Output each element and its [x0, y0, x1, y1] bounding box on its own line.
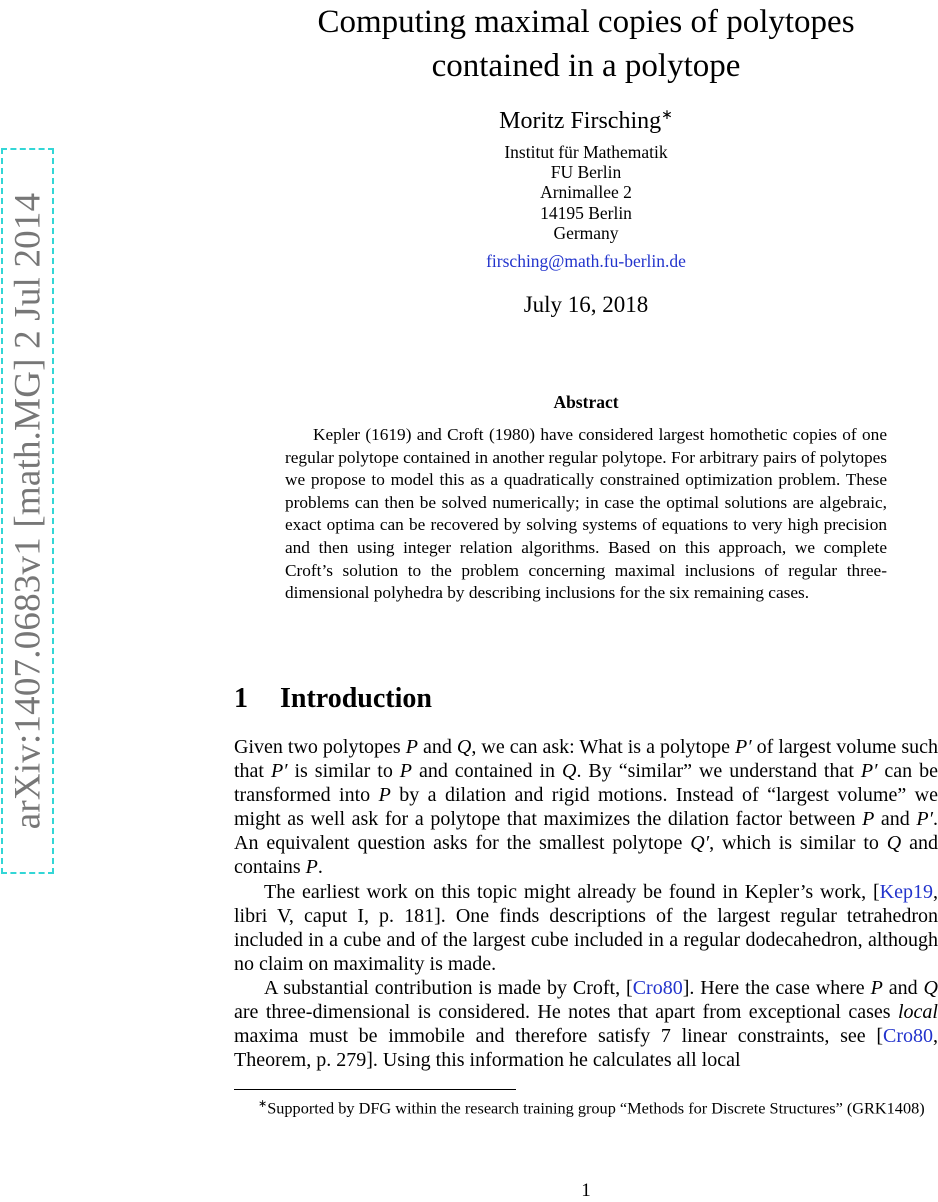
title-line-1: Computing maximal copies of polytopes	[317, 4, 855, 40]
affiliation-line: Institut für Mathematik	[504, 142, 668, 162]
author	[420, 107, 752, 135]
affiliation-line: 14195 Berlin	[540, 202, 632, 223]
arxiv-stamp-text: arXiv:1407.0683v1 [math.MG] 2 Jul 2014	[7, 192, 48, 830]
introduction-body	[234, 735, 938, 1072]
arxiv-stamp	[1, 148, 54, 874]
section-number: 1	[234, 683, 248, 714]
paragraph: A substantial contribution is made by Croft, [Cro80]. Here the case where P and Q are three-dimensional is considered. He notes that apart from exceptional cases local maxima must be immobile and therefore satisfy 7 linear constraints, see [Cro80, Theorem, p. 279]. Using this information he calculates all local	[234, 976, 938, 1072]
page-number: 1	[581, 1180, 591, 1201]
author-email-link[interactable]: firsching@math.fu-berlin.de	[486, 251, 686, 271]
paper-title	[260, 0, 912, 88]
footnote	[234, 1094, 938, 1118]
section-heading	[234, 683, 432, 715]
footnote-mark: ∗	[258, 1098, 268, 1110]
affiliation	[420, 142, 752, 243]
affiliation-line: Germany	[553, 222, 619, 243]
abstract-heading: Abstract	[553, 392, 619, 412]
abstract-body: Kepler (1619) and Croft (1980) have considered largest homothetic copies of one regular polytope contained in another regular polytope. For arbitrary pairs of polytopes we propose to model this as a quadratically constrained optimization problem. These problems can then be solved numerically; in case the optimal solutions are algebraic, exact optima can be recovered by solving systems of equations to very high precision and then using integer relation algorithms. Based on this approach, we complete Croft’s solution to the problem concerning maximal inclusions of regular three-dimensional polyhedra by describing inclusions for the six remaining cases.	[285, 425, 887, 603]
affiliation-line: Arnimallee 2	[540, 182, 632, 203]
author-footnote-mark: ∗	[661, 108, 673, 123]
paragraph: The earliest work on this topic might already be found in Kepler’s work, [Kep19, libri V, caput I, p. 181]. One finds descriptions of the largest regular tetrahedron included in a cube and of the largest cube included in a regular dodecahedron, although no claim on maximality is made.	[234, 880, 938, 975]
citation-link[interactable]: Cro80	[883, 1025, 933, 1048]
citation-link[interactable]: Kep19	[879, 880, 933, 903]
paper-date: July 16, 2018	[523, 292, 649, 317]
author-name: Moritz Firsching	[499, 108, 662, 134]
title-line-2: contained in a polytope	[431, 48, 741, 84]
section-title: Introduction	[280, 683, 432, 714]
footnote-text: Supported by DFG within the research training group “Methods for Discrete Structures” (GRK1408)	[267, 1098, 925, 1118]
citation-link[interactable]: Cro80	[632, 976, 683, 999]
footnote-rule	[234, 1089, 516, 1090]
affiliation-line: FU Berlin	[550, 162, 622, 183]
paragraph: Given two polytopes P and Q, we can ask: What is a polytope P′ of largest volume such that P′ is similar to P and contained in Q. By “similar” we understand that P′ can be transformed into P by a dilation and rigid motions. Instead of “largest volume” we might as well ask for a polytope that maximizes the dilation factor between P and P′. An equivalent question asks for the smallest polytope Q′, which is similar to Q and contains P.	[234, 736, 938, 879]
